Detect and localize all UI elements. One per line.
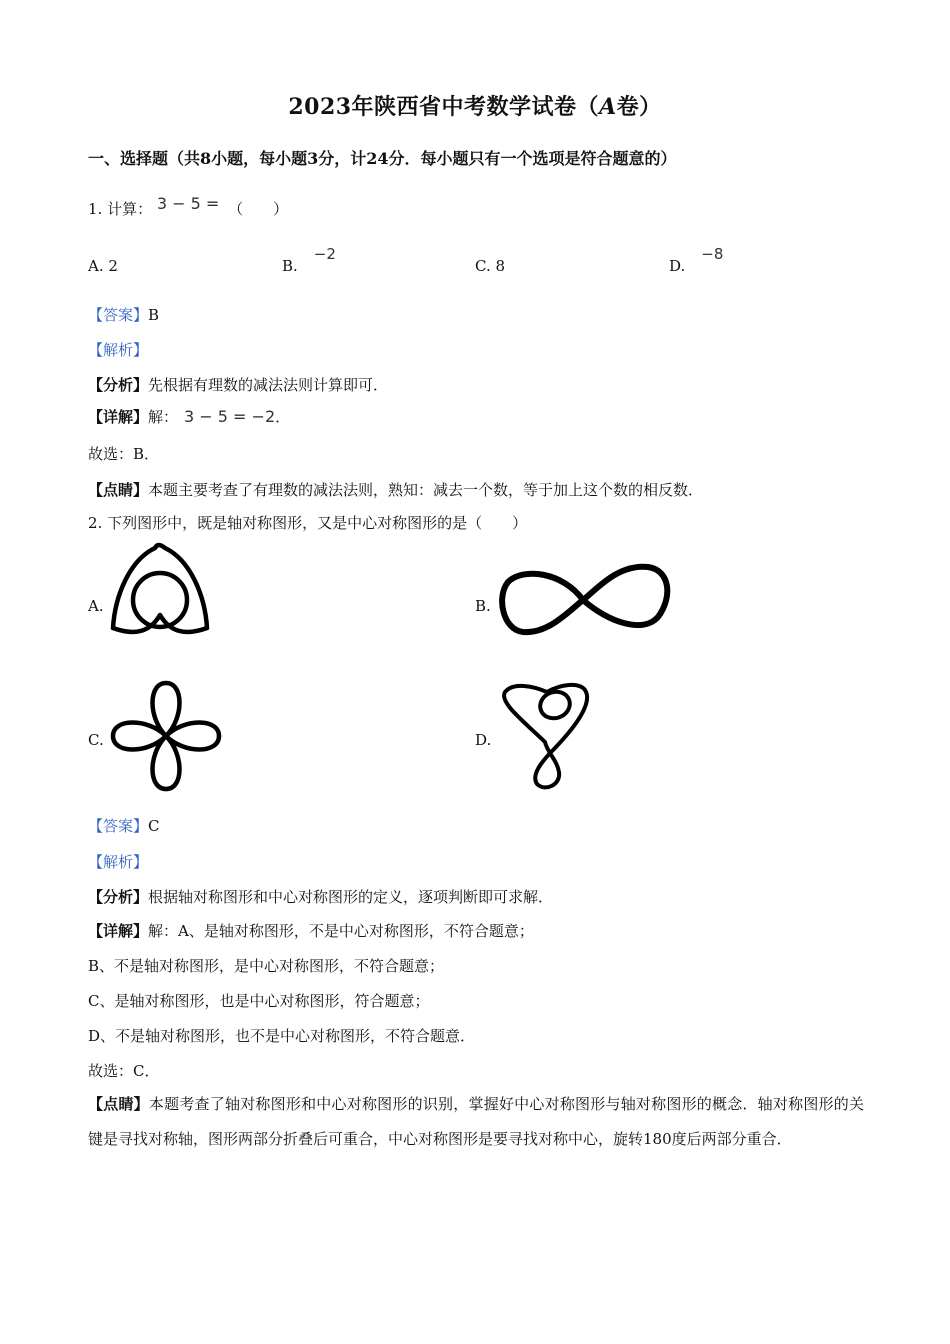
q1-analysis-tag: 【解析】 <box>88 341 149 359</box>
q1-expression: 3 − 5 = <box>156 194 220 213</box>
title-suffix: 卷） <box>616 94 662 120</box>
q2-figure-a-label: A. <box>88 597 104 615</box>
title-italic: A <box>599 94 617 120</box>
q2-answer-value: C <box>148 817 160 835</box>
q1-analysis-header <box>88 339 148 360</box>
q1-option-b-value: −2 <box>313 245 336 263</box>
q1-answer <box>88 304 159 325</box>
q2-figure-c-label: C. <box>88 731 104 749</box>
q1-xiangjie-expression: 3 − 5 = −2 <box>184 407 276 426</box>
q2-answer <box>88 815 160 836</box>
knot-figure <box>497 680 595 792</box>
q1-xiangjie-prefix: 解： <box>148 408 179 426</box>
title-prefix: 2023年陕西省中考数学试卷（ <box>288 94 600 120</box>
q1-stem-text: 1. 计算： <box>88 200 153 218</box>
q2-fenxi-text: 根据轴对称图形和中心对称图形的定义，逐项判断即可求解． <box>148 888 554 906</box>
q2-choice: 故选：C． <box>88 1062 160 1080</box>
q1-dianjing-tag: 【点睛】 <box>88 481 149 499</box>
q2-line-d: D、不是轴对称图形，也不是中心对称图形，不符合题意． <box>88 1027 476 1045</box>
section-header: 一、选择题（共8小题，每小题3分，计24分．每小题只有一个选项是符合题意的） <box>88 149 677 168</box>
q2-line-b: B、不是轴对称图形，是中心对称图形，不符合题意； <box>88 957 445 975</box>
q1-xiangjie-end: ． <box>275 408 291 426</box>
q2-line-c: C、是轴对称图形，也是中心对称图形，符合题意； <box>88 992 430 1010</box>
q2-dianjing-tag: 【点睛】 <box>88 1095 149 1113</box>
q1-option-c: C. 8 <box>475 257 506 275</box>
q1-dianjing-text: 本题主要考查了有理数的减法法则，熟知：减去一个数，等于加上这个数的相反数． <box>148 481 704 499</box>
q2-xiangjie-tag: 【详解】 <box>88 922 149 940</box>
q2-xiangjie <box>88 920 534 941</box>
q1-option-d-label: D. <box>669 257 686 275</box>
q2-figure-b-label: B. <box>475 597 491 615</box>
page-title <box>0 90 950 121</box>
q2-dianjing <box>88 1087 864 1157</box>
q1-answer-tag: 【答案】 <box>88 306 149 324</box>
four-leaf-figure <box>108 678 224 794</box>
q1-dianjing <box>88 479 703 500</box>
q1-stem <box>88 194 289 219</box>
q2-fenxi-tag: 【分析】 <box>88 888 149 906</box>
q2-xiangjie-text: 解：A、是轴对称图形，不是中心对称图形，不符合题意； <box>148 922 534 940</box>
q1-xiangjie <box>88 406 290 427</box>
q1-xiangjie-tag: 【详解】 <box>88 408 149 426</box>
infinity-figure <box>498 562 673 638</box>
q1-fenxi-tag: 【分析】 <box>88 376 149 394</box>
q1-option-b-label: B. <box>282 257 298 275</box>
q1-option-a: A. 2 <box>88 257 118 275</box>
q1-fenxi-text: 先根据有理数的减法法则计算即可． <box>148 376 389 394</box>
q1-option-d-value: −8 <box>701 245 724 263</box>
q2-analysis-tag: 【解析】 <box>88 853 149 871</box>
q1-choice: 故选：B． <box>88 445 160 463</box>
q1-option-d <box>669 245 724 275</box>
q2-answer-tag: 【答案】 <box>88 817 149 835</box>
q2-figure-d-label: D. <box>475 731 492 749</box>
q2-analysis-header <box>88 851 148 872</box>
q1-option-b <box>282 245 336 275</box>
q1-answer-value: B <box>148 306 160 324</box>
q2-stem: 2. 下列图形中，既是轴对称图形，又是中心对称图形的是（ ） <box>88 514 528 532</box>
triquetra-figure <box>105 540 215 640</box>
q1-fenxi <box>88 374 388 395</box>
q1-blank: （ ） <box>228 200 289 218</box>
q2-fenxi <box>88 886 553 907</box>
q2-dianjing-text: 本题考查了轴对称图形和中心对称图形的识别，掌握好中心对称图形与轴对称图形的概念．轴对称图形的关键是寻找对称轴，图形两部分折叠后可重合，中心对称图形是要寻找对称中心，旋转180度后两部分重合． <box>88 1095 864 1148</box>
